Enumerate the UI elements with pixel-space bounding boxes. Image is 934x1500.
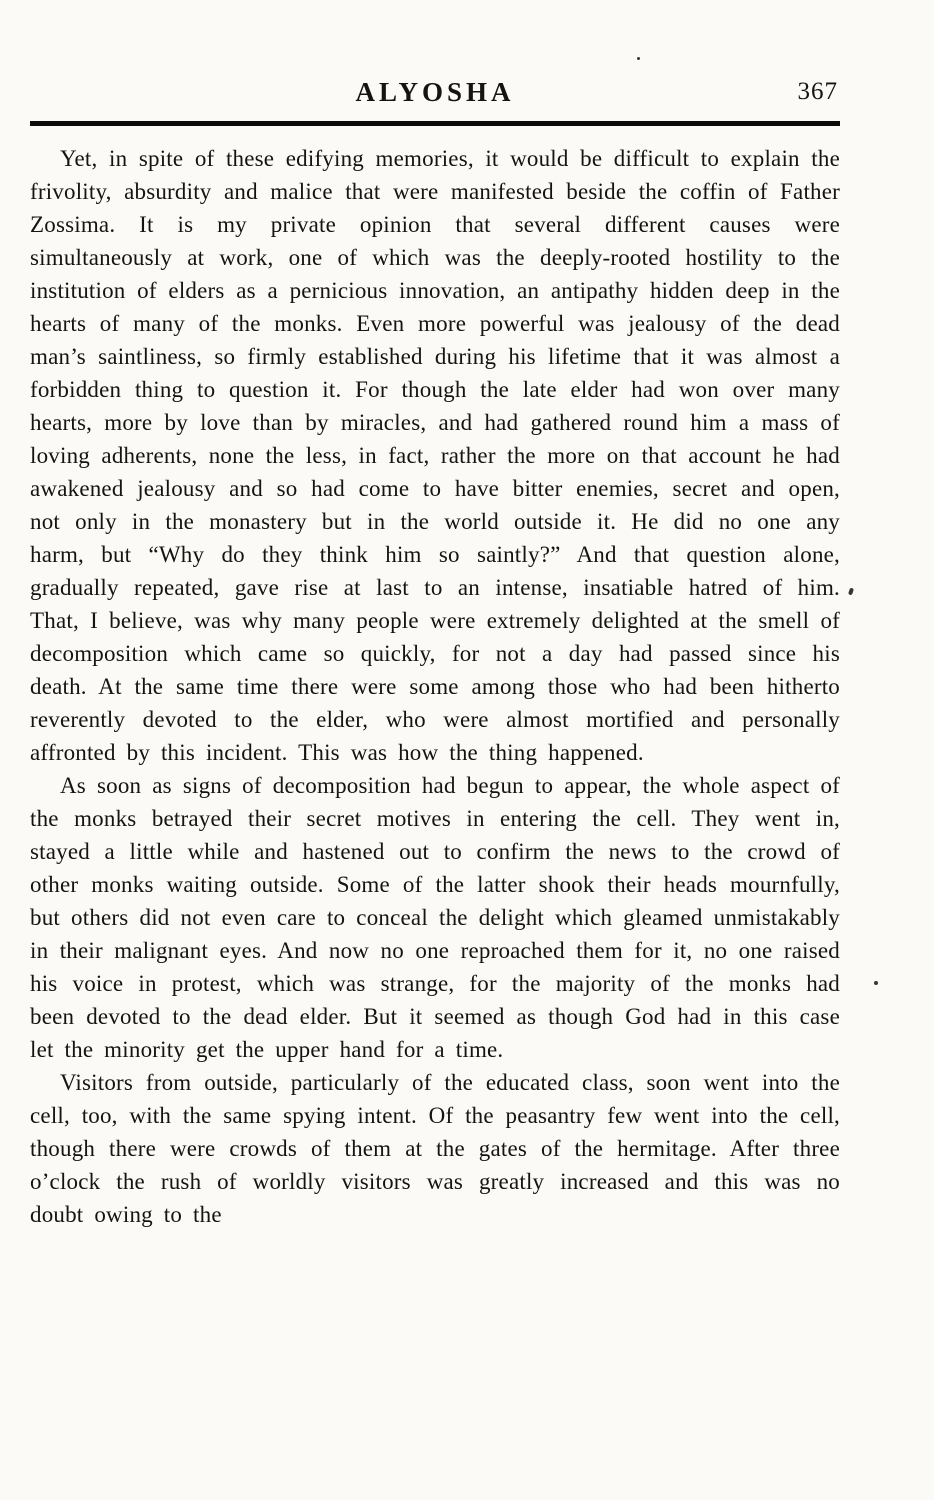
page-header — [30, 72, 840, 112]
paragraph: As soon as signs of decomposition had begun to appear, the whole aspect of the monks betrayed their secret motives in entering the cell. They went in, stayed a little while and hastened out to confirm the news to the crowd of other monks waiting outside. Some of the latter shook their heads mournfully, but others did not even care to conceal the delight which gleamed unmistakably in their malignant eyes. And now no one reproached them for it, no one raised his voice in protest, which was strange, for the majority of the monks had been devoted to the dead elder. But it seemed as though God had in this case let the minority get the upper hand for a time. — [30, 773, 840, 1062]
body-text — [30, 142, 840, 1231]
paragraph: Visitors from outside, particularly of the educated class, soon went into the cell, too, with the same spying intent. Of the peasantry few went into the cell, though there were crowds of them at the gates of the hermitage. After three o’clock the rush of worldly visitors was greatly increased and this was no doubt owing to the — [30, 1070, 840, 1227]
paragraph: Yet, in spite of these edifying memories, it would be difficult to explain the frivolity, absurdity and malice that were manifested beside the coffin of Father Zossima. It is my private opinion that several different causes were simultaneously at work, one of which was the deeply-rooted hostility to the institution of elders as a pernicious innovation, an antipathy hidden deep in the hearts of many of the monks. Even more powerful was jealousy of the dead man’s saintliness, so firmly established during his lifetime that it was almost a forbidden thing to question it. For though the late elder had won over many hearts, more by love than by miracles, and had gathered round him a mass of loving adherents, none the less, in fact, rather the more on that account he had awakened jealousy and so had come to have bitter enemies, secret and open, not only in the monastery but in the world outside it. He did no one any harm, but “Why do they think him so saintly?” And that question alone, gradually repeated, gave rise at last to an intense, insatiable hatred of him. That, I believe, was why many people were extremely delighted at the smell of decomposition which came so quickly, for not a day had passed since his death. At the same time there were some among those who had been hitherto reverently devoted to the elder, who were almost mortified and personally affronted by this incident. This was how the thing happened. — [30, 146, 840, 765]
scan-speck — [637, 57, 640, 60]
scan-speck — [848, 588, 854, 596]
chapter-title: ALYOSHA — [355, 77, 515, 107]
header-rule — [30, 121, 840, 126]
scan-speck — [874, 981, 878, 985]
page-number: 367 — [797, 78, 838, 105]
